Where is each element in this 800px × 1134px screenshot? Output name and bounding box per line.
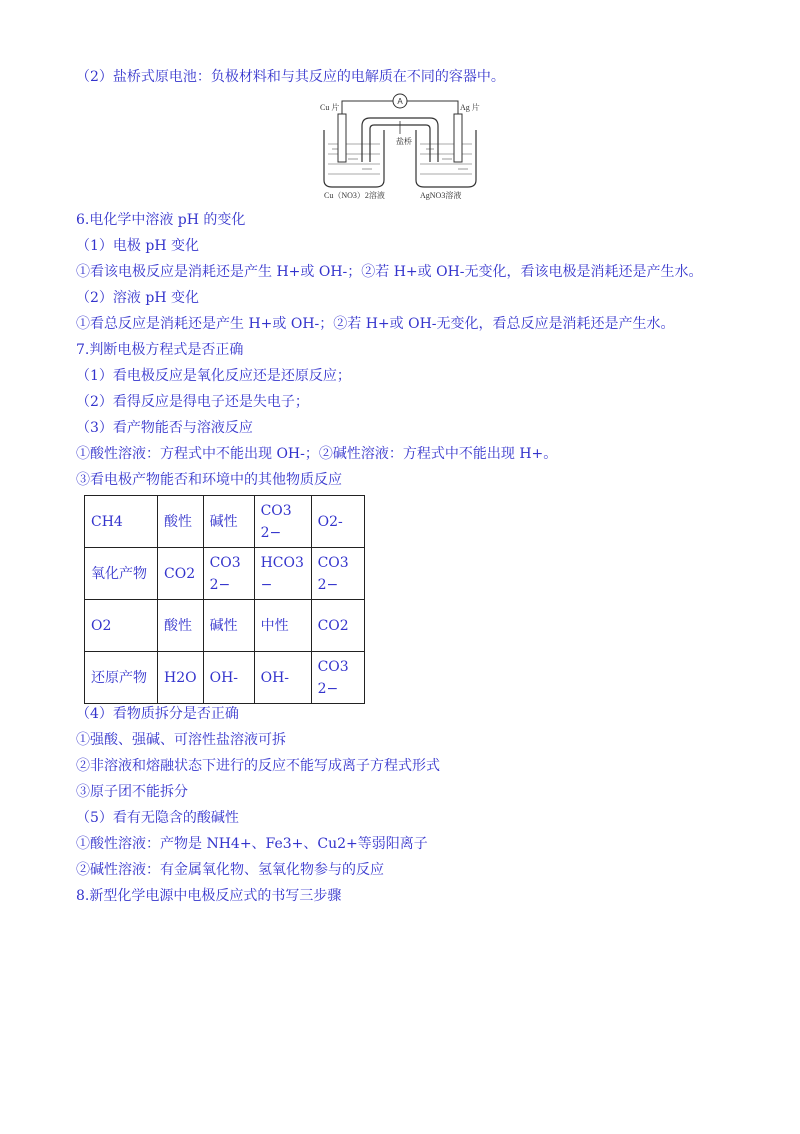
- section-7-3-rule-3: ③看电极产物能否和环境中的其他物质反应: [76, 472, 342, 488]
- ammeter-label: A: [397, 97, 403, 106]
- section-8-title: 8.新型化学电源中电极反应式的书写三步骤: [76, 888, 342, 904]
- table-cell: O2-: [311, 496, 364, 548]
- cu-label: Cu 片: [320, 103, 340, 112]
- table-row: [85, 496, 365, 548]
- section-7-3: （3）看产物能否与溶液反应: [76, 420, 253, 436]
- table-cell: CO3 2−: [254, 496, 311, 548]
- table-cell: CO2: [158, 548, 204, 600]
- table-cell: HCO3 −: [254, 548, 311, 600]
- table-cell: 碱性: [203, 496, 254, 548]
- table-cell: O2: [85, 600, 158, 652]
- table-cell: OH-: [203, 652, 254, 704]
- section-6-1: （1）电极 pH 变化: [76, 238, 199, 254]
- table-row: [85, 652, 365, 704]
- electrode-product-table: [84, 495, 365, 704]
- table-cell: 还原产物: [85, 652, 158, 704]
- section-7-1: （1）看电极反应是氧化反应还是还原反应；: [76, 368, 351, 384]
- section-7-4-rule-2: ②非溶液和熔融状态下进行的反应不能写成离子方程式形式: [76, 758, 440, 774]
- salt-bridge-cell-heading: （2）盐桥式原电池：负极材料和与其反应的电解质在不同的容器中。: [76, 69, 505, 85]
- right-beaker: [416, 130, 476, 187]
- table-cell: OH-: [254, 652, 311, 704]
- section-7-2: （2）看得反应是得电子还是失电子；: [76, 394, 309, 410]
- bridge-label: 盐桥: [396, 137, 412, 146]
- left-beaker: [324, 130, 384, 187]
- table-row: [85, 548, 365, 600]
- salt-bridge-cell-diagram: [318, 92, 482, 200]
- section-7-4: （4）看物质拆分是否正确: [76, 706, 239, 722]
- table-cell: CH4: [85, 496, 158, 548]
- table-cell: H2O: [158, 652, 204, 704]
- section-6-2-rule: ①看总反应是消耗还是产生 H+或 OH-；②若 H+或 OH-无变化，看总反应是消耗还是产生水。: [76, 316, 675, 332]
- left-solution-label: Cu（NO3）2溶液: [324, 191, 385, 200]
- section-7-title: 7.判断电极方程式是否正确: [76, 342, 244, 358]
- section-7-5: （5）看有无隐含的酸碱性: [76, 810, 239, 826]
- table-cell: 碱性: [203, 600, 254, 652]
- ag-electrode: [454, 114, 462, 162]
- section-7-4-rule-3: ③原子团不能拆分: [76, 784, 188, 800]
- section-7-5-rule-1: ①酸性溶液：产物是 NH4+、Fe3+、Cu2+等弱阳离子: [76, 836, 428, 852]
- cu-electrode: [338, 114, 346, 162]
- section-6-title: 6.电化学中溶液 pH 的变化: [76, 212, 246, 228]
- table-cell: 酸性: [158, 600, 204, 652]
- table-cell: CO3 2−: [203, 548, 254, 600]
- section-7-5-rule-2: ②碱性溶液：有金属氧化物、氢氧化物参与的反应: [76, 862, 384, 878]
- table-cell: 中性: [254, 600, 311, 652]
- section-6-2: （2）溶液 pH 变化: [76, 290, 199, 306]
- section-7-3-rule: ①酸性溶液：方程式中不能出现 OH-；②碱性溶液：方程式中不能出现 H+。: [76, 446, 558, 462]
- table-cell: 氧化产物: [85, 548, 158, 600]
- table-cell: CO3 2−: [311, 548, 364, 600]
- table-cell: 酸性: [158, 496, 204, 548]
- table-cell: CO3 2−: [311, 652, 364, 704]
- ag-label: Ag 片: [460, 103, 480, 112]
- table-cell: CO2: [311, 600, 364, 652]
- table-row: [85, 600, 365, 652]
- section-6-1-rule: ①看该电极反应是消耗还是产生 H+或 OH-；②若 H+或 OH-无变化，看该电极是消耗还是产生水。: [76, 264, 703, 280]
- right-solution-label: AgNO3溶液: [420, 191, 462, 200]
- section-7-4-rule-1: ①强酸、强碱、可溶性盐溶液可拆: [76, 732, 286, 748]
